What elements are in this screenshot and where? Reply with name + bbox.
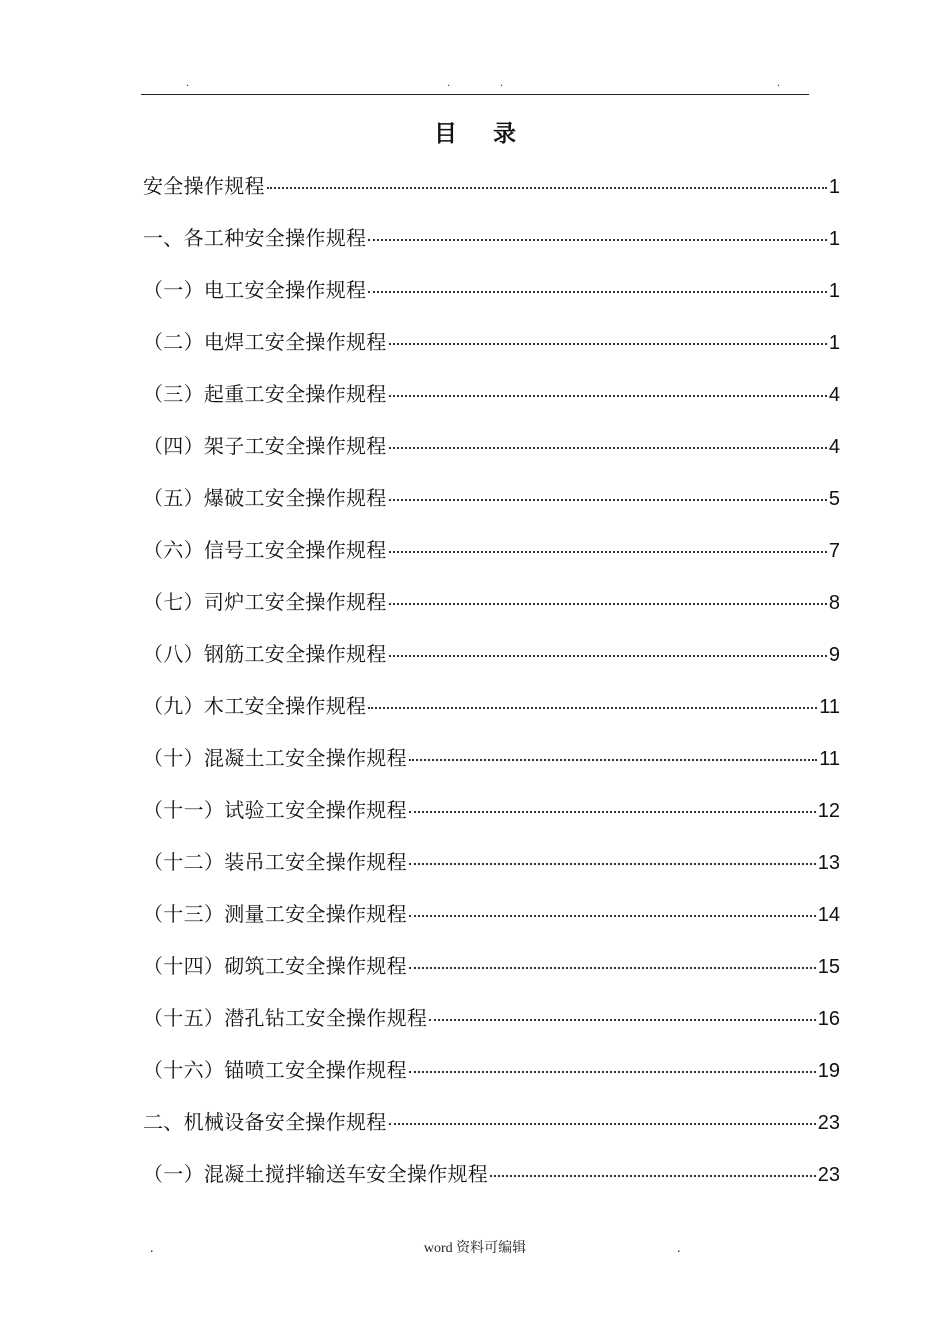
header-dot: . — [500, 75, 503, 89]
toc-entry-title: （十一）试验工安全操作规程 — [143, 798, 407, 822]
header-dot: . — [447, 75, 450, 89]
toc-entry-title: （四）架子工安全操作规程 — [143, 434, 387, 458]
toc-dot-leader — [368, 239, 827, 241]
toc-page-number: 13 — [817, 852, 840, 874]
toc-page-number: 1 — [828, 228, 840, 250]
toc-dot-leader — [389, 603, 827, 605]
toc-page-number: 19 — [817, 1060, 840, 1082]
toc-dot-leader — [409, 863, 816, 865]
toc-entry-title: （八）钢筋工安全操作规程 — [143, 642, 387, 666]
toc-page-number: 8 — [828, 592, 840, 614]
footer-left-dot: . — [150, 1241, 154, 1256]
header-dot: . — [777, 75, 780, 89]
toc-entry[interactable] — [143, 170, 840, 222]
toc-dot-leader — [389, 1123, 816, 1125]
toc-page-number: 23 — [817, 1164, 840, 1186]
toc-entry[interactable] — [143, 1106, 840, 1158]
toc-dot-leader — [389, 499, 827, 501]
toc-dot-leader — [389, 551, 827, 553]
toc-page-number: 5 — [828, 488, 840, 510]
toc-page-number: 1 — [828, 280, 840, 302]
header-rule — [141, 94, 809, 95]
toc-entry[interactable] — [143, 586, 840, 638]
toc-page-number: 14 — [817, 904, 840, 926]
toc-entry-title: （七）司炉工安全操作规程 — [143, 590, 387, 614]
toc-dot-leader — [409, 1071, 816, 1073]
toc-dot-leader — [368, 707, 817, 709]
toc-entry[interactable] — [143, 1158, 840, 1210]
toc-entry[interactable] — [143, 794, 840, 846]
toc-entry[interactable] — [143, 690, 840, 742]
toc-entry-title: （十）混凝土工安全操作规程 — [143, 746, 407, 770]
toc-entry[interactable] — [143, 222, 840, 274]
footer-text: word 资料可编辑 — [423, 1241, 527, 1256]
toc-entry[interactable] — [143, 378, 840, 430]
toc-dot-leader — [409, 759, 817, 761]
toc-entry-title: （二）电焊工安全操作规程 — [143, 330, 387, 354]
toc-page-number: 11 — [819, 748, 840, 770]
toc-entry-title: 一、各工种安全操作规程 — [143, 226, 367, 250]
toc-dot-leader — [490, 1175, 816, 1177]
footer-label — [0, 1240, 950, 1258]
toc-page-number: 4 — [828, 384, 840, 406]
toc-page-number: 16 — [817, 1008, 840, 1030]
toc-entry[interactable] — [143, 950, 840, 1002]
toc-page-number: 15 — [817, 956, 840, 978]
toc-page-number: 11 — [819, 696, 840, 718]
toc-entry-title: （九）木工安全操作规程 — [143, 694, 367, 718]
toc-dot-leader — [368, 291, 827, 293]
toc-dot-leader — [409, 811, 816, 813]
toc-entry-title: （十二）装吊工安全操作规程 — [143, 850, 407, 874]
toc-entry-title: （十六）锚喷工安全操作规程 — [143, 1058, 407, 1082]
toc-entry-title: （十三）测量工安全操作规程 — [143, 902, 407, 926]
toc-dot-leader — [389, 395, 827, 397]
toc-dot-leader — [267, 187, 827, 189]
toc-entry-title: （五）爆破工安全操作规程 — [143, 486, 387, 510]
toc-entry[interactable] — [143, 274, 840, 326]
toc-page-number: 12 — [817, 800, 840, 822]
toc-page-number: 1 — [828, 332, 840, 354]
toc-entry-title: （一）电工安全操作规程 — [143, 278, 367, 302]
toc-dot-leader — [389, 447, 827, 449]
toc-dot-leader — [409, 915, 816, 917]
table-of-contents — [143, 170, 840, 1210]
toc-entry[interactable] — [143, 898, 840, 950]
toc-entry[interactable] — [143, 326, 840, 378]
toc-entry[interactable] — [143, 742, 840, 794]
toc-entry-title: （十四）砌筑工安全操作规程 — [143, 954, 407, 978]
toc-entry[interactable] — [143, 1054, 840, 1106]
toc-entry[interactable] — [143, 482, 840, 534]
toc-entry-title: （三）起重工安全操作规程 — [143, 382, 387, 406]
toc-entry-title: 安全操作规程 — [143, 174, 265, 198]
header-dot: . — [186, 75, 189, 89]
toc-entry-title: （一）混凝土搅拌输送车安全操作规程 — [143, 1162, 489, 1186]
toc-entry[interactable] — [143, 846, 840, 898]
toc-page-number: 9 — [828, 644, 840, 666]
footer-right-dot: . — [677, 1241, 681, 1256]
toc-entry[interactable] — [143, 430, 840, 482]
toc-page-number: 23 — [817, 1112, 840, 1134]
toc-entry[interactable] — [143, 1002, 840, 1054]
toc-dot-leader — [429, 1019, 816, 1021]
toc-dot-leader — [389, 655, 827, 657]
toc-entry-title: （六）信号工安全操作规程 — [143, 538, 387, 562]
toc-entry[interactable] — [143, 638, 840, 690]
toc-entry-title: （十五）潜孔钻工安全操作规程 — [143, 1006, 428, 1030]
toc-dot-leader — [389, 343, 827, 345]
toc-entry-title: 二、机械设备安全操作规程 — [143, 1110, 387, 1134]
toc-title: 目 录 — [433, 121, 530, 147]
toc-entry[interactable] — [143, 534, 840, 586]
toc-page-number: 7 — [828, 540, 840, 562]
toc-page-number: 4 — [828, 436, 840, 458]
toc-dot-leader — [409, 967, 816, 969]
toc-page-number: 1 — [828, 176, 840, 198]
